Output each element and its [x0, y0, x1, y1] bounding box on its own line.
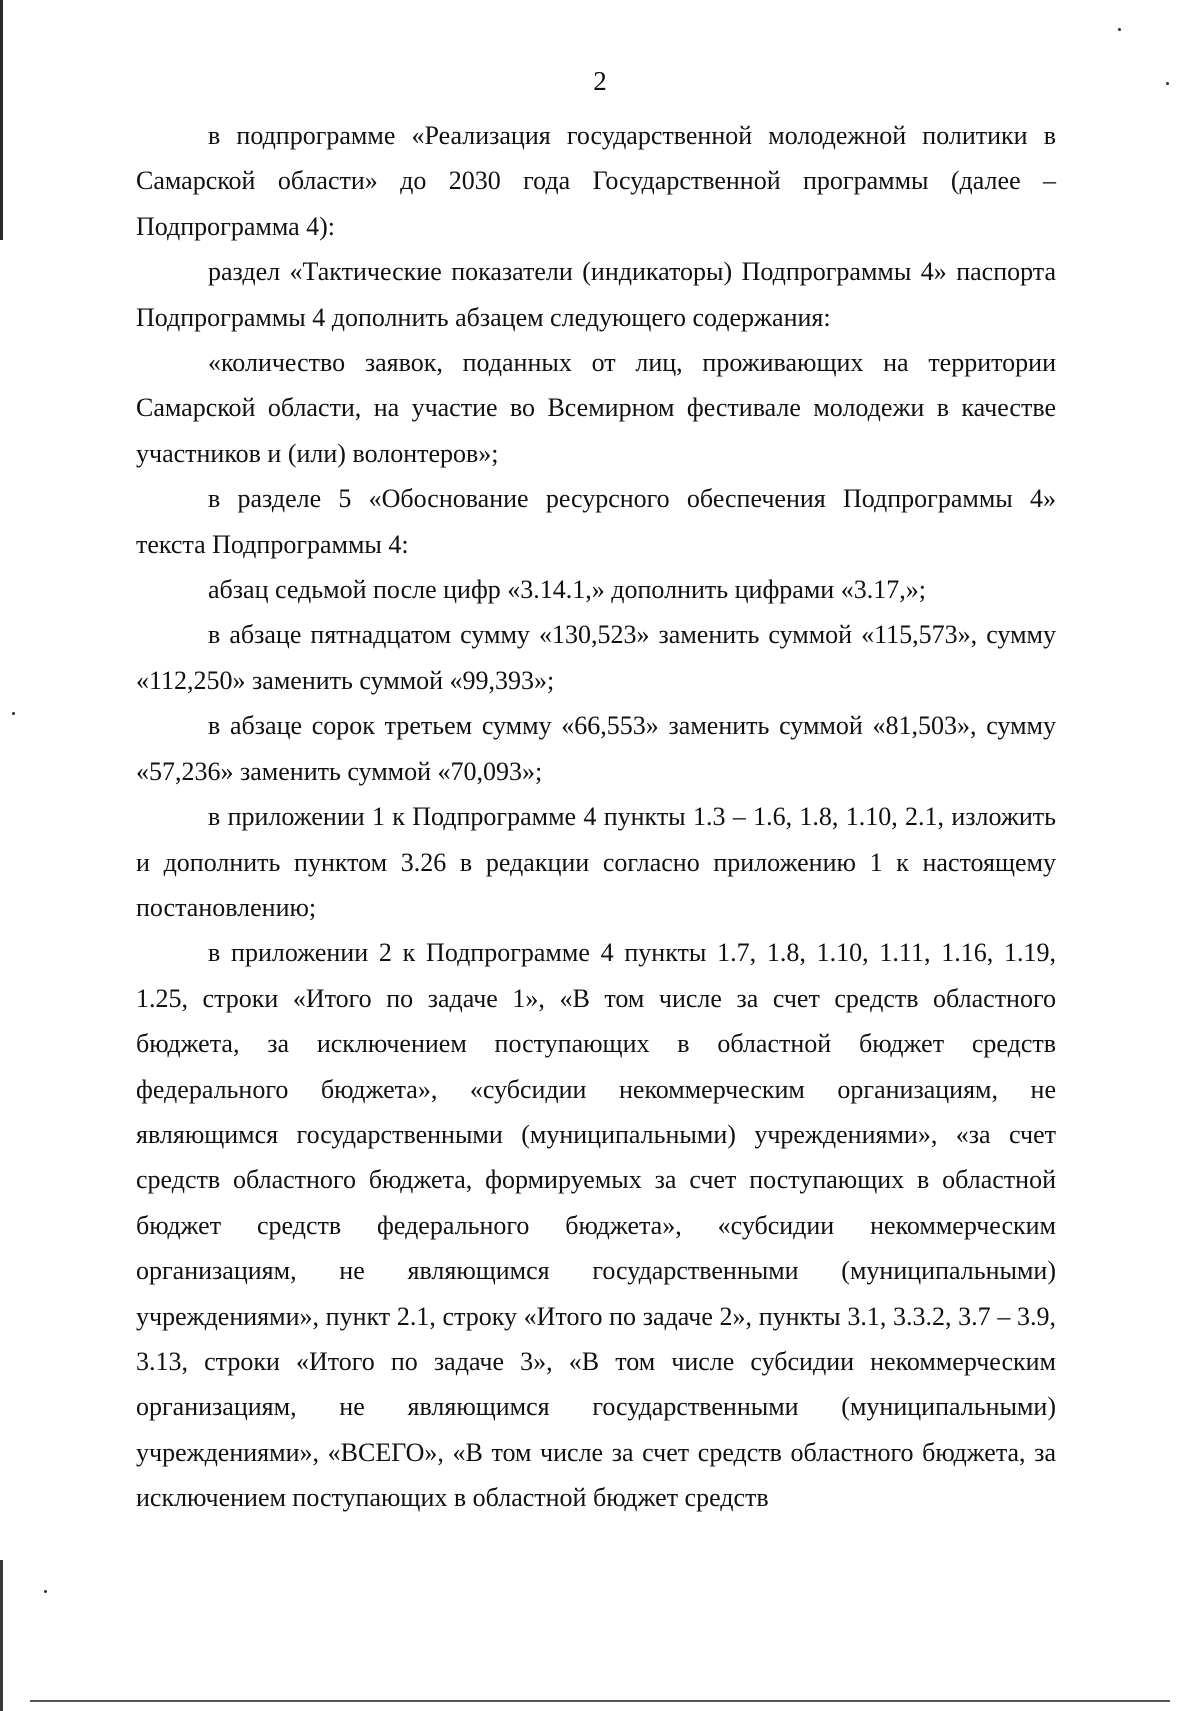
paragraph-section-5: в разделе 5 «Обоснование ресурсного обеспечения Подпрограммы 4» текста Подпрограммы 4: [136, 484, 1056, 559]
paragraph-appendix-2: в приложении 2 к Подпрограмме 4 пункты 1.7, 1.8, 1.10, 1.11, 1.16, 1.19, 1.25, строки «Итого по задаче 1», «В том числе за счет средств областного бюджета, за исключением поступающих в областной бюджет средств федерального бюджета», «субсидии некоммерческим организациям, не являющимся государственными (муниципальными) учреждениями», «за счет средств областного бюджета, формируемых за счет поступающих в областной бюджет средств федерального бюджета», «субсидии некоммерческим организациям, не являющимся государственными (муниципальными) учреждениями», пункт 2.1, строку «Итого по задаче 2», пункты 3.1, 3.3.2, 3.7 – 3.9, 3.13, строки «Итого по задаче 3», «В том числе субсидии некоммерческим организациям, не являющимся государственными (муниципальными) учреждениями», «ВСЕГО», «В том числе за счет средств областного бюджета, за исключением поступающих в областной бюджет средств [136, 938, 1056, 1513]
paragraph-subprogram-4-intro: в подпрограмме «Реализация государственной молодежной политики в Самарской области» до 2030 года Государственной программы (далее – Подпрограмма 4): [136, 121, 1056, 241]
paragraph-fifteenth-abzac: в абзаце пятнадцатом сумму «130,523» заменить суммой «115,573», сумму «112,250» заменить суммой «99,393»; [136, 620, 1056, 695]
paragraph-tactical-indicators: раздел «Тактические показатели (индикаторы) Подпрограммы 4» паспорта Подпрограммы 4 дополнить абзацем следующего содержания: [136, 257, 1056, 332]
scan-speck [1118, 28, 1121, 31]
document-body [136, 113, 1056, 1521]
page-number: 2 [593, 66, 607, 96]
paragraph-applications-count: «количество заявок, поданных от лиц, проживающих на территории Самарской области, на участие во Всемирном фестивале молодежи в качестве участников и (или) волонтеров»; [136, 348, 1056, 468]
paragraph-seventh-abzac: абзац седьмой после цифр «3.14.1,» дополнить цифрами «3.17,»; [208, 575, 926, 605]
paragraph-forty-third-abzac: в абзаце сорок третьем сумму «66,553» заменить суммой «81,503», сумму «57,236» заменить суммой «70,093»; [136, 711, 1056, 786]
paragraph-appendix-1: в приложении 1 к Подпрограмме 4 пункты 1.3 – 1.6, 1.8, 1.10, 2.1, изложить и дополнить пунктом 3.26 в редакции согласно приложению 1 к настоящему постановлению; [136, 802, 1056, 922]
scan-edge-left-top [0, 0, 3, 240]
scan-edge-left-bottom [0, 1560, 3, 1711]
scan-speck [44, 1590, 47, 1593]
scan-edge-bottom [30, 1700, 1170, 1702]
scan-speck [12, 712, 15, 715]
